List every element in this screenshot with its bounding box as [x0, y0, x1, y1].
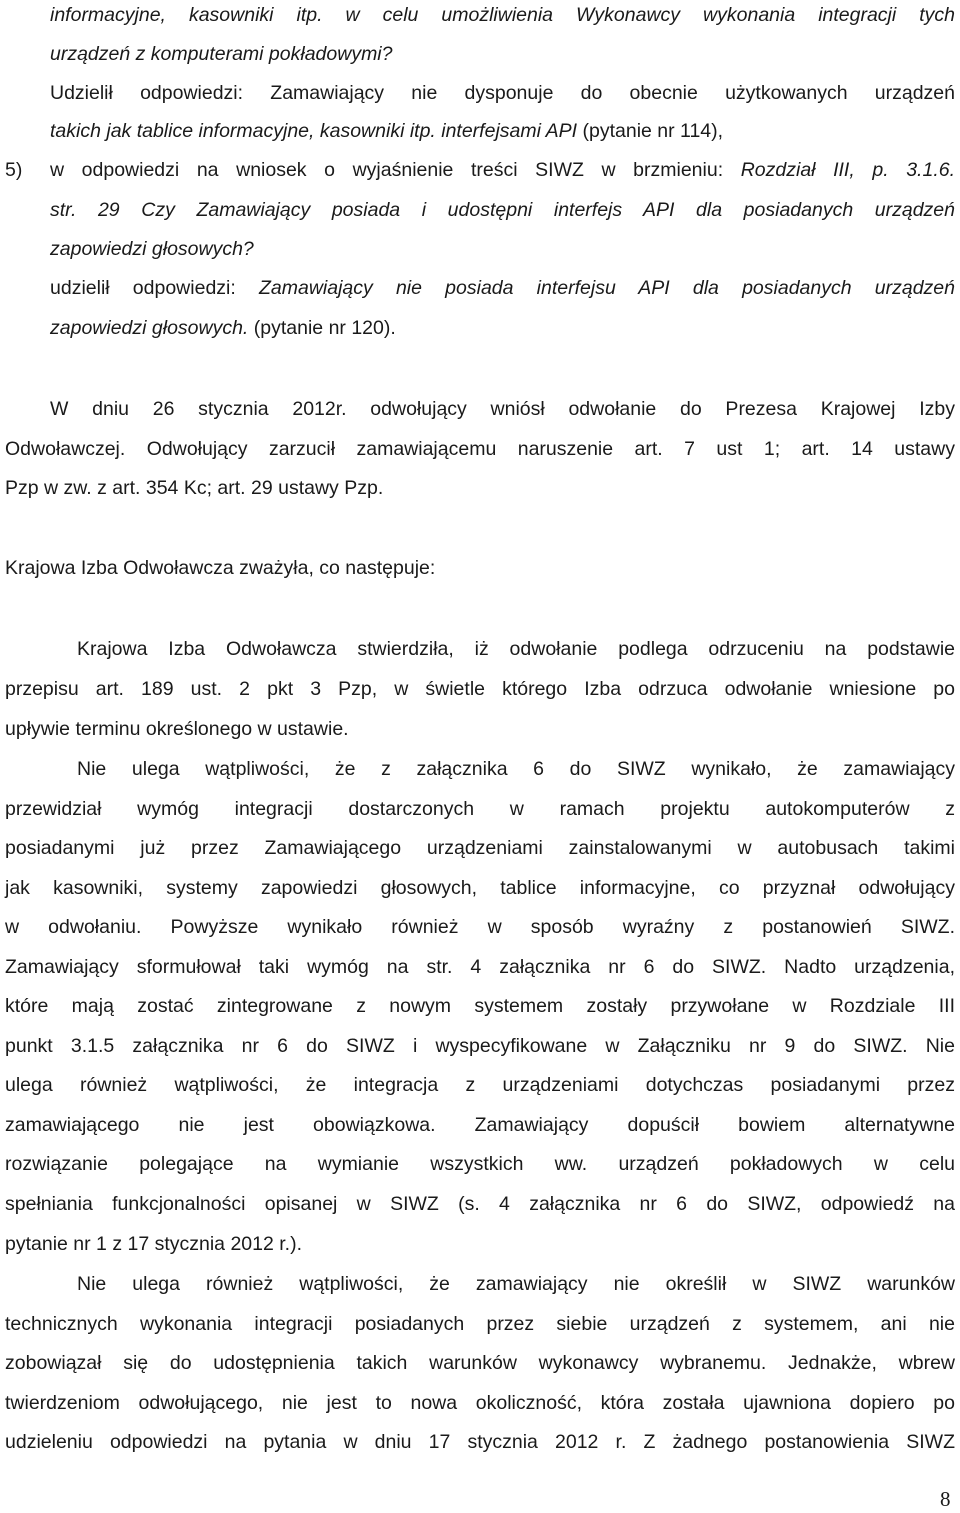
text-line: Pzp w zw. z art. 354 Kc; art. 29 ustawy Pzp. — [5, 477, 384, 499]
text-line: str. 29 Czy Zamawiający posiada i udostępni interfejs API dla posiadanych urządzeń — [50, 199, 955, 221]
text-line: spełniania funkcjonalności opisanej w SIWZ (s. 4 załącznika nr 6 do SIWZ, odpowiedź na — [5, 1193, 955, 1215]
text-line: które mają zostać zintegrowane z nowym systemem zostały przywołane w Rozdziale III — [5, 995, 955, 1017]
text-line: twierdzeniom odwołującego, nie jest to nowa okoliczność, która została ujawniona dopiero po — [5, 1392, 955, 1414]
text-line: zobowiązał się do udostępnienia takich warunków wykonawcy wybranemu. Jednakże, wbrew — [5, 1352, 955, 1374]
text-line: punkt 3.1.5 załącznika nr 6 do SIWZ i wyspecyfikowane w Załączniku nr 9 do SIWZ. Nie — [5, 1035, 955, 1057]
text-line — [50, 319, 396, 339]
text-line: zapowiedzi głosowych? — [50, 238, 254, 260]
text-line: informacyjne, kasowniki itp. w celu umożliwienia Wykonawcy wykonania integracji tych — [50, 4, 955, 26]
text-line: technicznych wykonania integracji posiadanych przez siebie urządzeń z systemem, ani nie — [5, 1313, 955, 1335]
text-line: posiadanymi już przez Zamawiającego urządzeniami zainstalowanymi w autobusach takimi — [5, 837, 955, 859]
list-number: 5) — [5, 159, 23, 181]
text-fragment: w odpowiedzi na wniosek o wyjaśnienie treści SIWZ w brzmieniu: — [50, 159, 741, 181]
text-line: upływie terminu określonego w ustawie. — [5, 718, 349, 740]
text-line: przepisu art. 189 ust. 2 pkt 3 Pzp, w świetle którego Izba odrzuca odwołanie wniesione po — [5, 678, 955, 700]
text-line — [50, 161, 955, 181]
text-line: Krajowa Izba Odwoławcza stwierdziła, iż odwołanie podlega odrzuceniu na podstawie — [77, 638, 955, 660]
text-line: pytanie nr 1 z 17 stycznia 2012 r.). — [5, 1233, 302, 1255]
text-line: przewidział wymóg integracji dostarczonych w ramach projektu autokomputerów z — [5, 798, 955, 820]
section-heading: Krajowa Izba Odwoławcza zważyła, co następuje: — [5, 557, 436, 579]
page-number: 8 — [940, 1487, 951, 1511]
italic-fragment: Rozdział III, p. 3.1.6. — [740, 159, 955, 181]
text-line: rozwiązanie polegające na wymianie wszystkich ww. urządzeń pokładowych w celu — [5, 1153, 955, 1175]
text-line: w odwołaniu. Powyższe wynikało również w sposób wyraźny z postanowień SIWZ. — [5, 916, 955, 938]
text-fragment: udzielił odpowiedzi: — [50, 277, 259, 299]
italic-fragment: takich jak tablice informacyjne, kasowniki itp. interfejsami API — [50, 120, 578, 142]
italic-fragment: zapowiedzi głosowych. — [50, 317, 249, 339]
text-line: Udzielił odpowiedzi: Zamawiający nie dysponuje do obecnie użytkowanych urządzeń — [50, 82, 955, 104]
text-line: Zamawiający sformułował taki wymóg na str. 4 załącznika nr 6 do SIWZ. Nadto urządzenia, — [5, 956, 955, 978]
text-line: udzieleniu odpowiedzi na pytania w dniu 17 stycznia 2012 r. Z żadnego postanowienia SIWZ — [5, 1431, 955, 1453]
text-line: Nie ulega również wątpliwości, że zamawiający nie określił w SIWZ warunków — [77, 1273, 955, 1295]
text-line: W dniu 26 stycznia 2012r. odwołujący wniósł odwołanie do Prezesa Krajowej Izby — [50, 398, 955, 420]
text-line: zamawiającego nie jest obowiązkowa. Zamawiający dopuścił bowiem alternatywne — [5, 1114, 955, 1136]
text-line — [50, 122, 723, 142]
text-line: Nie ulega wątpliwości, że z załącznika 6 do SIWZ wynikało, że zamawiający — [77, 758, 955, 780]
text-line: Odwoławczej. Odwołujący zarzucił zamawiającemu naruszenie art. 7 ust 1; art. 14 ustawy — [5, 438, 955, 460]
italic-fragment: Zamawiający nie posiada interfejsu API dla posiadanych urządzeń — [258, 277, 955, 299]
text-fragment: (pytanie nr 120). — [248, 317, 396, 339]
text-line: jak kasowniki, systemy zapowiedzi głosowych, tablice informacyjne, co przyznał odwołujący — [5, 877, 955, 899]
text-line — [50, 279, 955, 299]
text-line: ulega również wątpliwości, że integracja z urządzeniami dotychczas posiadanymi przez — [5, 1074, 955, 1096]
text-line: urządzeń z komputerami pokładowymi? — [50, 43, 393, 65]
text-fragment: (pytanie nr 114), — [577, 120, 724, 142]
